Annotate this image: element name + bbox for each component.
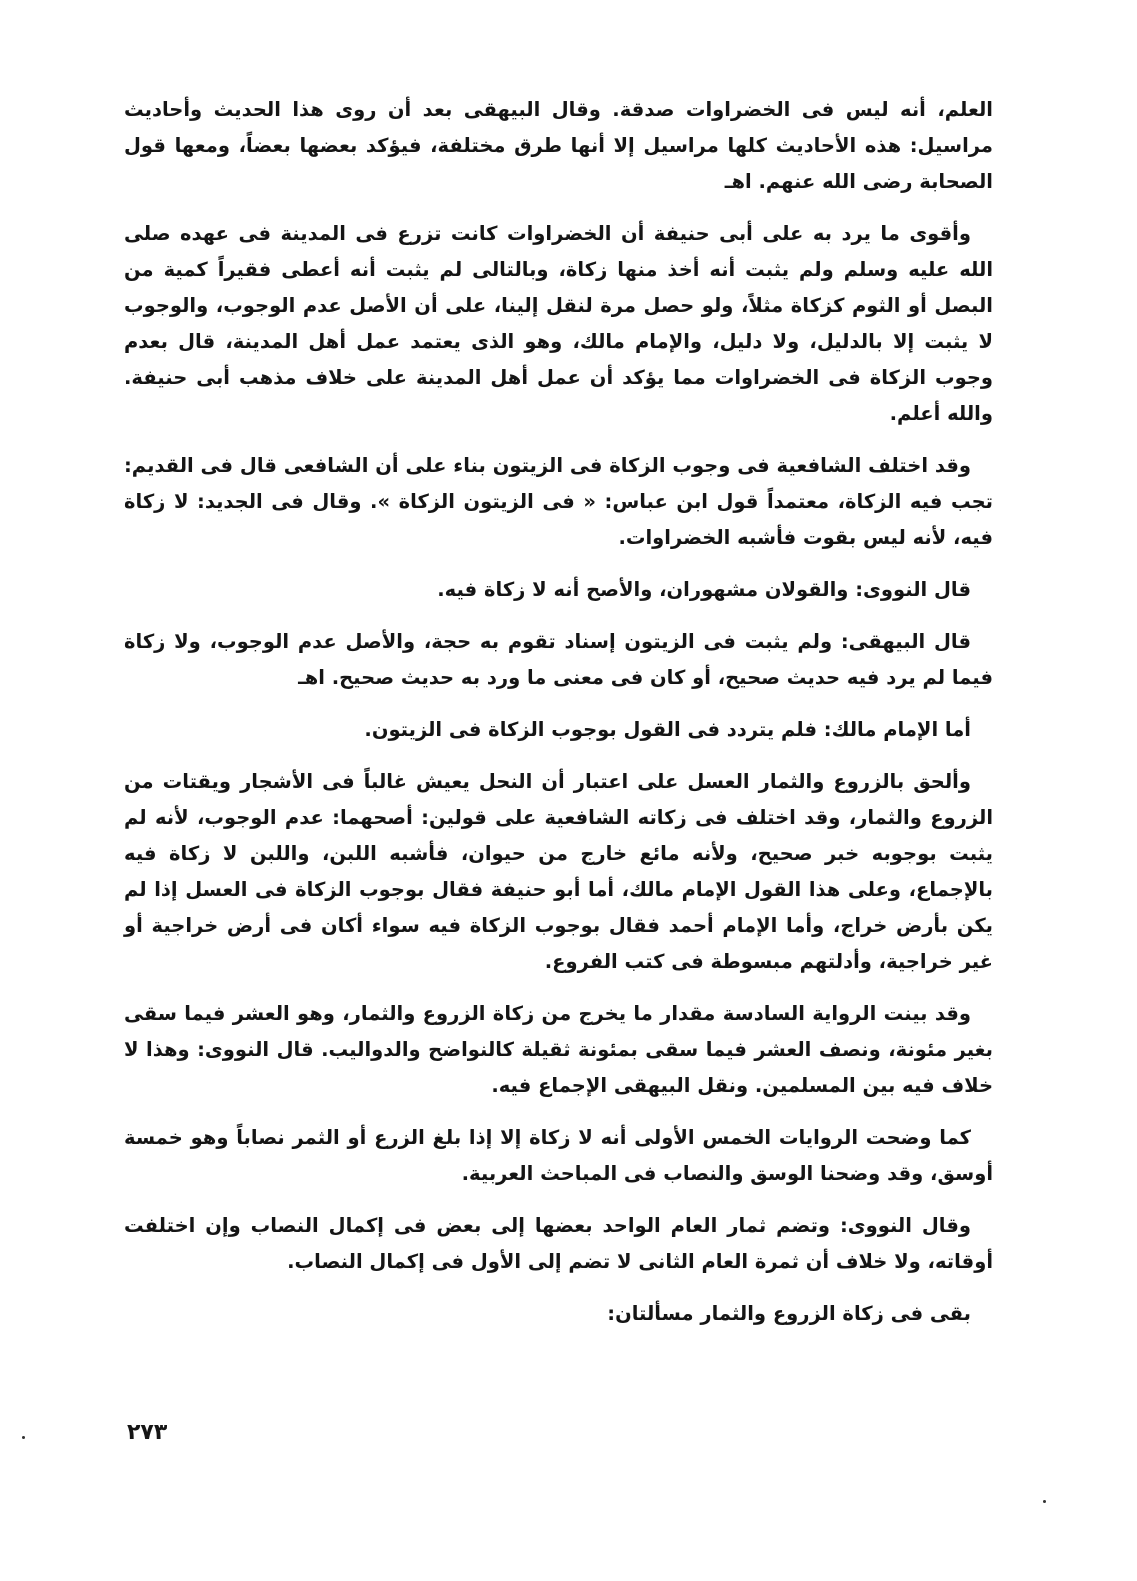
paragraph-11: بقى فى زكاة الزروع والثمار مسألتان: bbox=[607, 1302, 971, 1325]
scan-speck bbox=[1043, 1500, 1046, 1503]
page-number: ٢٧٣ bbox=[127, 1420, 168, 1445]
document-body bbox=[124, 92, 993, 1348]
paragraph-2: وأقوى ما يرد به على أبى حنيفة أن الخضراوات كانت تزرع فى المدينة فى عهده صلى الله عليه وسلم ولم يثبت أنه أخذ منها زكاة، وبالتالى لم يثبت أنه أعطى فقيراً كمية من البصل أو الثوم كزكاة مثلاً، ولو حصل مرة لنقل إلينا، على أن الأصل عدم الوجوب، والوجوب لا يثبت إلا بالدليل، ولا دليل، والإمام مالك، وهو الذى يعتمد عمل أهل المدينة، قال بعدم وجوب الزكاة فى الخضراوات مما يؤكد أن عمل أهل المدينة على خلاف مذهب أبى حنيفة. والله أعلم. bbox=[124, 222, 993, 425]
paragraph-7: وألحق بالزروع والثمار العسل على اعتبار أن النحل يعيش غالباً فى الأشجار ويقتات من الزروع والثمار، وقد اختلف فى زكاته الشافعية على قولين: أصحهما: عدم الوجوب، لأنه لم يثبت بوجوبه خبر صحيح، ولأنه مائع خارج من حيوان، فأشبه اللبن، واللبن لا زكاة فيه بالإجماع، وعلى هذا القول الإمام مالك، أما أبو حنيفة فقال بوجوب الزكاة فى العسل إذا لم يكن بأرض خراج، وأما الإمام أحمد فقال بوجوب الزكاة فيه سواء أكان فى أرض خراجية أو غير خراجية، وأدلتهم مبسوطة فى كتب الفروع. bbox=[124, 770, 993, 973]
paragraph-8: وقد بينت الرواية السادسة مقدار ما يخرج من زكاة الزروع والثمار، وهو العشر فيما سقى بغير مئونة، ونصف العشر فيما سقى بمئونة ثقيلة كالنواضح والدواليب. قال النووى: وهذا لا خلاف فيه بين المسلمين. ونقل البيهقى الإجماع فيه. bbox=[124, 1002, 993, 1097]
paragraph-3: وقد اختلف الشافعية فى وجوب الزكاة فى الزيتون بناء على أن الشافعى قال فى القديم: تجب فيه الزكاة، معتمداً قول ابن عباس: « فى الزيتون الزكاة ». وقال فى الجديد: لا زكاة فيه، لأنه ليس بقوت فأشبه الخضراوات. bbox=[124, 454, 993, 549]
paragraph-10: وقال النووى: وتضم ثمار العام الواحد بعضها إلى بعض فى إكمال النصاب وإن اختلفت أوقاته، ولا خلاف أن ثمرة العام الثانى لا تضم إلى الأول فى إكمال النصاب. bbox=[124, 1214, 993, 1273]
scan-speck bbox=[22, 1436, 25, 1439]
paragraph-9: كما وضحت الروايات الخمس الأولى أنه لا زكاة إلا إذا بلغ الزرع أو الثمر نصاباً وهو خمسة أوسق، وقد وضحنا الوسق والنصاب فى المباحث العربية. bbox=[124, 1126, 993, 1185]
paragraph-5: قال البيهقى: ولم يثبت فى الزيتون إسناد تقوم به حجة، والأصل عدم الوجوب، ولا زكاة فيما لم يرد فيه حديث صحيح، أو كان فى معنى ما ورد به حديث صحيح. اهـ bbox=[124, 630, 993, 689]
paragraph-6: أما الإمام مالك: فلم يتردد فى القول بوجوب الزكاة فى الزيتون. bbox=[364, 718, 971, 741]
paragraph-4: قال النووى: والقولان مشهوران، والأصح أنه لا زكاة فيه. bbox=[437, 578, 971, 601]
paragraph-1: العلم، أنه ليس فى الخضراوات صدقة. وقال البيهقى بعد أن روى هذا الحديث وأحاديث مراسيل: هذه الأحاديث كلها مراسيل إلا أنها طرق مختلفة، فيؤكد بعضها بعضاً، ومعها قول الصحابة رضى الله عنهم. اهـ bbox=[124, 98, 993, 193]
